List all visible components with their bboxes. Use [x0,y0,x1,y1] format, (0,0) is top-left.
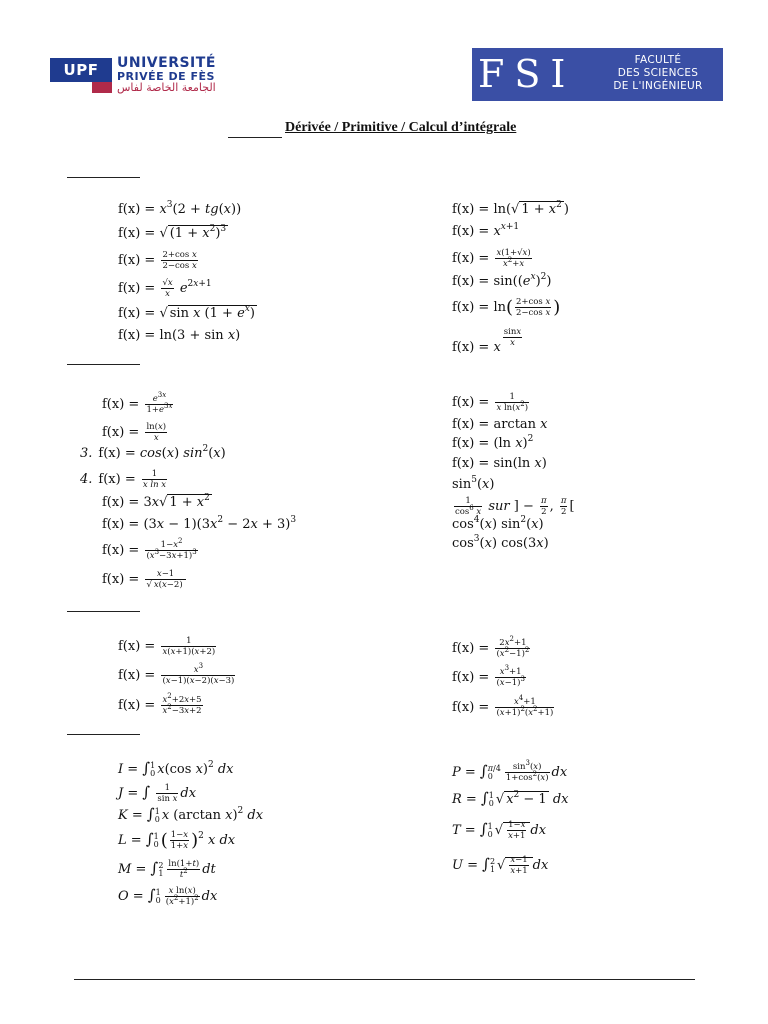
fx-label: f(x) = [452,274,490,289]
formula: f(x) = $\frac{\text{2+cos x}}{\text{2−cos x}}$ [118,250,197,271]
formula: f(x) = sin(ln x) [452,456,547,471]
fsi-logo [472,48,723,101]
formula: f(x) = ln(3 + sin x) [118,328,241,343]
integral: M = ∫ 2 1 $\frac{\ln(1+t)}{t^2}$ dt [118,859,216,880]
section-divider [67,364,140,365]
fx-label: f(x) = [118,639,156,654]
formula: $f(x) = \sin((e^x)^2)$ [452,272,552,289]
fx-label: f(x) = [118,281,156,296]
section-divider [67,734,140,735]
fx-label: f(x) = [102,572,140,587]
formula: f(x) = $\frac{x-1}{√ x(x-2)}$ [102,569,188,590]
upf-logo-accent [92,82,112,93]
fx-label: f(x) = [102,495,140,510]
fx-label: f(x) = [452,300,490,315]
fsi-logo-mark: FSI [478,52,576,96]
fx-label: f(x) = [452,641,490,656]
formula: $f(x) = x^{x+1}$ [452,222,520,239]
section-divider [67,177,140,178]
fx-label: f(x) = [118,306,156,321]
fx-label: f(x) = [118,668,156,683]
integral-label: U = [452,858,478,873]
fx-label: f(x) = [452,670,490,685]
integral-label: I = [118,762,139,777]
integral: L = ∫ 1 0 ( $\frac{1-x}{1+x}$ )$^2$ x dx [118,830,236,851]
upf-logo-mark: UPF [50,58,112,82]
fx-label: f(x) = [452,202,490,217]
formula: f(x) = $\frac{x^4+1}{(x+1)^2(x^2+1)}$ [452,694,554,718]
fx-label: f(x) = [102,543,140,558]
formula: f(x) = ln( $\frac{\text{2+cos x}}{\text{2−cos x}}$ ) [452,297,561,318]
fx-label: f(x) = [98,472,136,487]
formula: f(x) = $\frac{x^2+2x+5}{x^2-3x+2}$ [118,692,202,716]
formula: f(x) = $\frac{1}{x(x+1)(x+2)}$ [118,636,216,657]
fx-label: f(x) = [452,456,490,471]
integral-label: P = [452,765,476,780]
formula: $f(x) = (3x - 1)(3x^2 - 2x + 3)^3$ [102,515,297,532]
formula: 4. f(x) = $\frac{1}{\text{x ln x}}$ [80,469,167,490]
upf-logo [50,55,255,95]
page-title: Dérivée / Primitive / Calcul d’intégrale [285,120,517,135]
fsi-logo-line1: FACULTÉ [634,54,682,66]
integral-label: J = [118,786,139,801]
formula: f(x) = $\frac{x^3}{(x-1)(x-2)(x-3)}$ [118,662,235,686]
fx-label: f(x) = [452,224,490,239]
formula: f(x) = ln(√ $1 + x^2$ ) [452,200,569,217]
integral: P = ∫ π/4 0 $\frac{\sin^3(x)}{1+\cos^2(x)}$ dx [452,759,568,783]
formula: f(x) = x $^{\frac{\sin x}{x}}$ [452,327,522,355]
item-number: 3. [80,446,93,461]
formula: f(x) = √ $(1 + x^2)^3$ [118,224,227,241]
fx-label: f(x) = [118,698,156,713]
fx-label: f(x) = [452,251,490,266]
upf-logo-line1: UNIVERSITÉ [117,55,216,71]
item-number: 4. [80,472,93,487]
integral: I = ∫ 1 0 x(cos x)$^2$ dx [118,759,234,778]
formula: f(x) = $\frac{x^3+1}{(x-1)^3}$ [452,664,525,688]
footer-rule [74,979,695,980]
sur-label: sur [488,499,510,514]
fx-label: f(x) = [102,517,140,532]
formula: f(x) = $\frac{x(1+√x)}{x^2+x}$ [452,248,531,269]
formula: $\cos^4(x)$ $\sin^2(x)$ [452,515,544,532]
fsi-logo-line2: DES SCIENCES [617,67,699,79]
formula: f(x) = 3x√ $1 + x^2$ [102,493,210,510]
formula: 3. f(x) = cos(x) $\sin^2(x)$ [80,444,226,461]
fx-label: f(x) = [118,328,156,343]
fsi-logo-text [598,54,718,93]
integral-label: L = [118,833,142,848]
integral: O = ∫ 1 0 $\frac{\text{x ln(x)}}{(x^2+1)^2}$ dx [118,886,218,907]
fx-label: f(x) = [102,397,140,412]
fx-label: f(x) = [452,417,490,432]
integral-label: O = [118,889,144,904]
fx-label: f(x) = [118,253,156,268]
formula: $f(x) = x^3(2 + tg(x))$ [118,200,242,217]
fx-label: f(x) = [102,425,140,440]
section-divider [67,611,140,612]
integral-label: K = [118,808,143,823]
integral-label: R = [452,792,477,807]
fx-label: f(x) = [98,446,136,461]
formula: f(x) = $\frac{\ln(x)}{x}$ [102,422,167,443]
integral: K = ∫ 1 0 x (arctan x)$^2$ dx [118,805,264,824]
fx-label: f(x) = [118,226,156,241]
formula: f(x) = $\frac{1-x^2}{(x^3-3x+1)^3}$ [102,537,197,561]
formula: $\frac{1}{\cos^6 x}$ sur ] − $\frac{\pi}{2}$ , $\frac{\pi}{2}$ [ [455,496,575,517]
formula: f(x) = √ sin x $(1 + e^x)$ [118,304,255,321]
integral: J = ∫ $\frac{1}{\text{sin x}}$ dx [118,783,197,804]
formula: f(x) = arctan x [452,417,548,432]
integral: T = ∫ 1 0 √ $\frac{1-x}{x+1}$ dx [452,820,547,841]
formula: $\cos^3(x)$ cos(3x) [452,534,549,551]
formula: $\sin^5(x)$ [452,475,495,492]
upf-logo-arabic: الجامعة الخاصة لفاس [117,81,216,94]
integral: R = ∫ 1 0 √ $x^2 - 1$ dx [452,789,569,808]
fx-label: f(x) = [452,700,490,715]
integral-label: T = [452,823,476,838]
formula: f(x) = $\frac{1}{x \ln(x^2)}$ [452,392,529,413]
integral: U = ∫ 2 1 √ $\frac{x-1}{x+1}$ dx [452,855,549,876]
fx-label: f(x) = [452,340,490,355]
fx-label: f(x) = [452,436,490,451]
fx-label: f(x) = [118,202,156,217]
formula: f(x) = $\frac{√x}{x}$ $e^{2x+1}$ [118,278,212,299]
fsi-logo-line3: DE L'INGÉNIEUR [613,80,703,92]
title-rule [228,137,282,138]
upf-logo-line2: PRIVÉE DE FÈS [117,70,215,83]
formula: f(x) = $\frac{2x^2+1}{(x^2-1)^2}$ [452,635,530,659]
integral-label: M = [118,862,147,877]
formula: f(x) = $\frac{e^{3x}}{1+e^{3x}}$ [102,391,173,415]
formula: f(x) = (ln x)$^2$ [452,434,534,451]
fx-label: f(x) = [452,395,490,410]
